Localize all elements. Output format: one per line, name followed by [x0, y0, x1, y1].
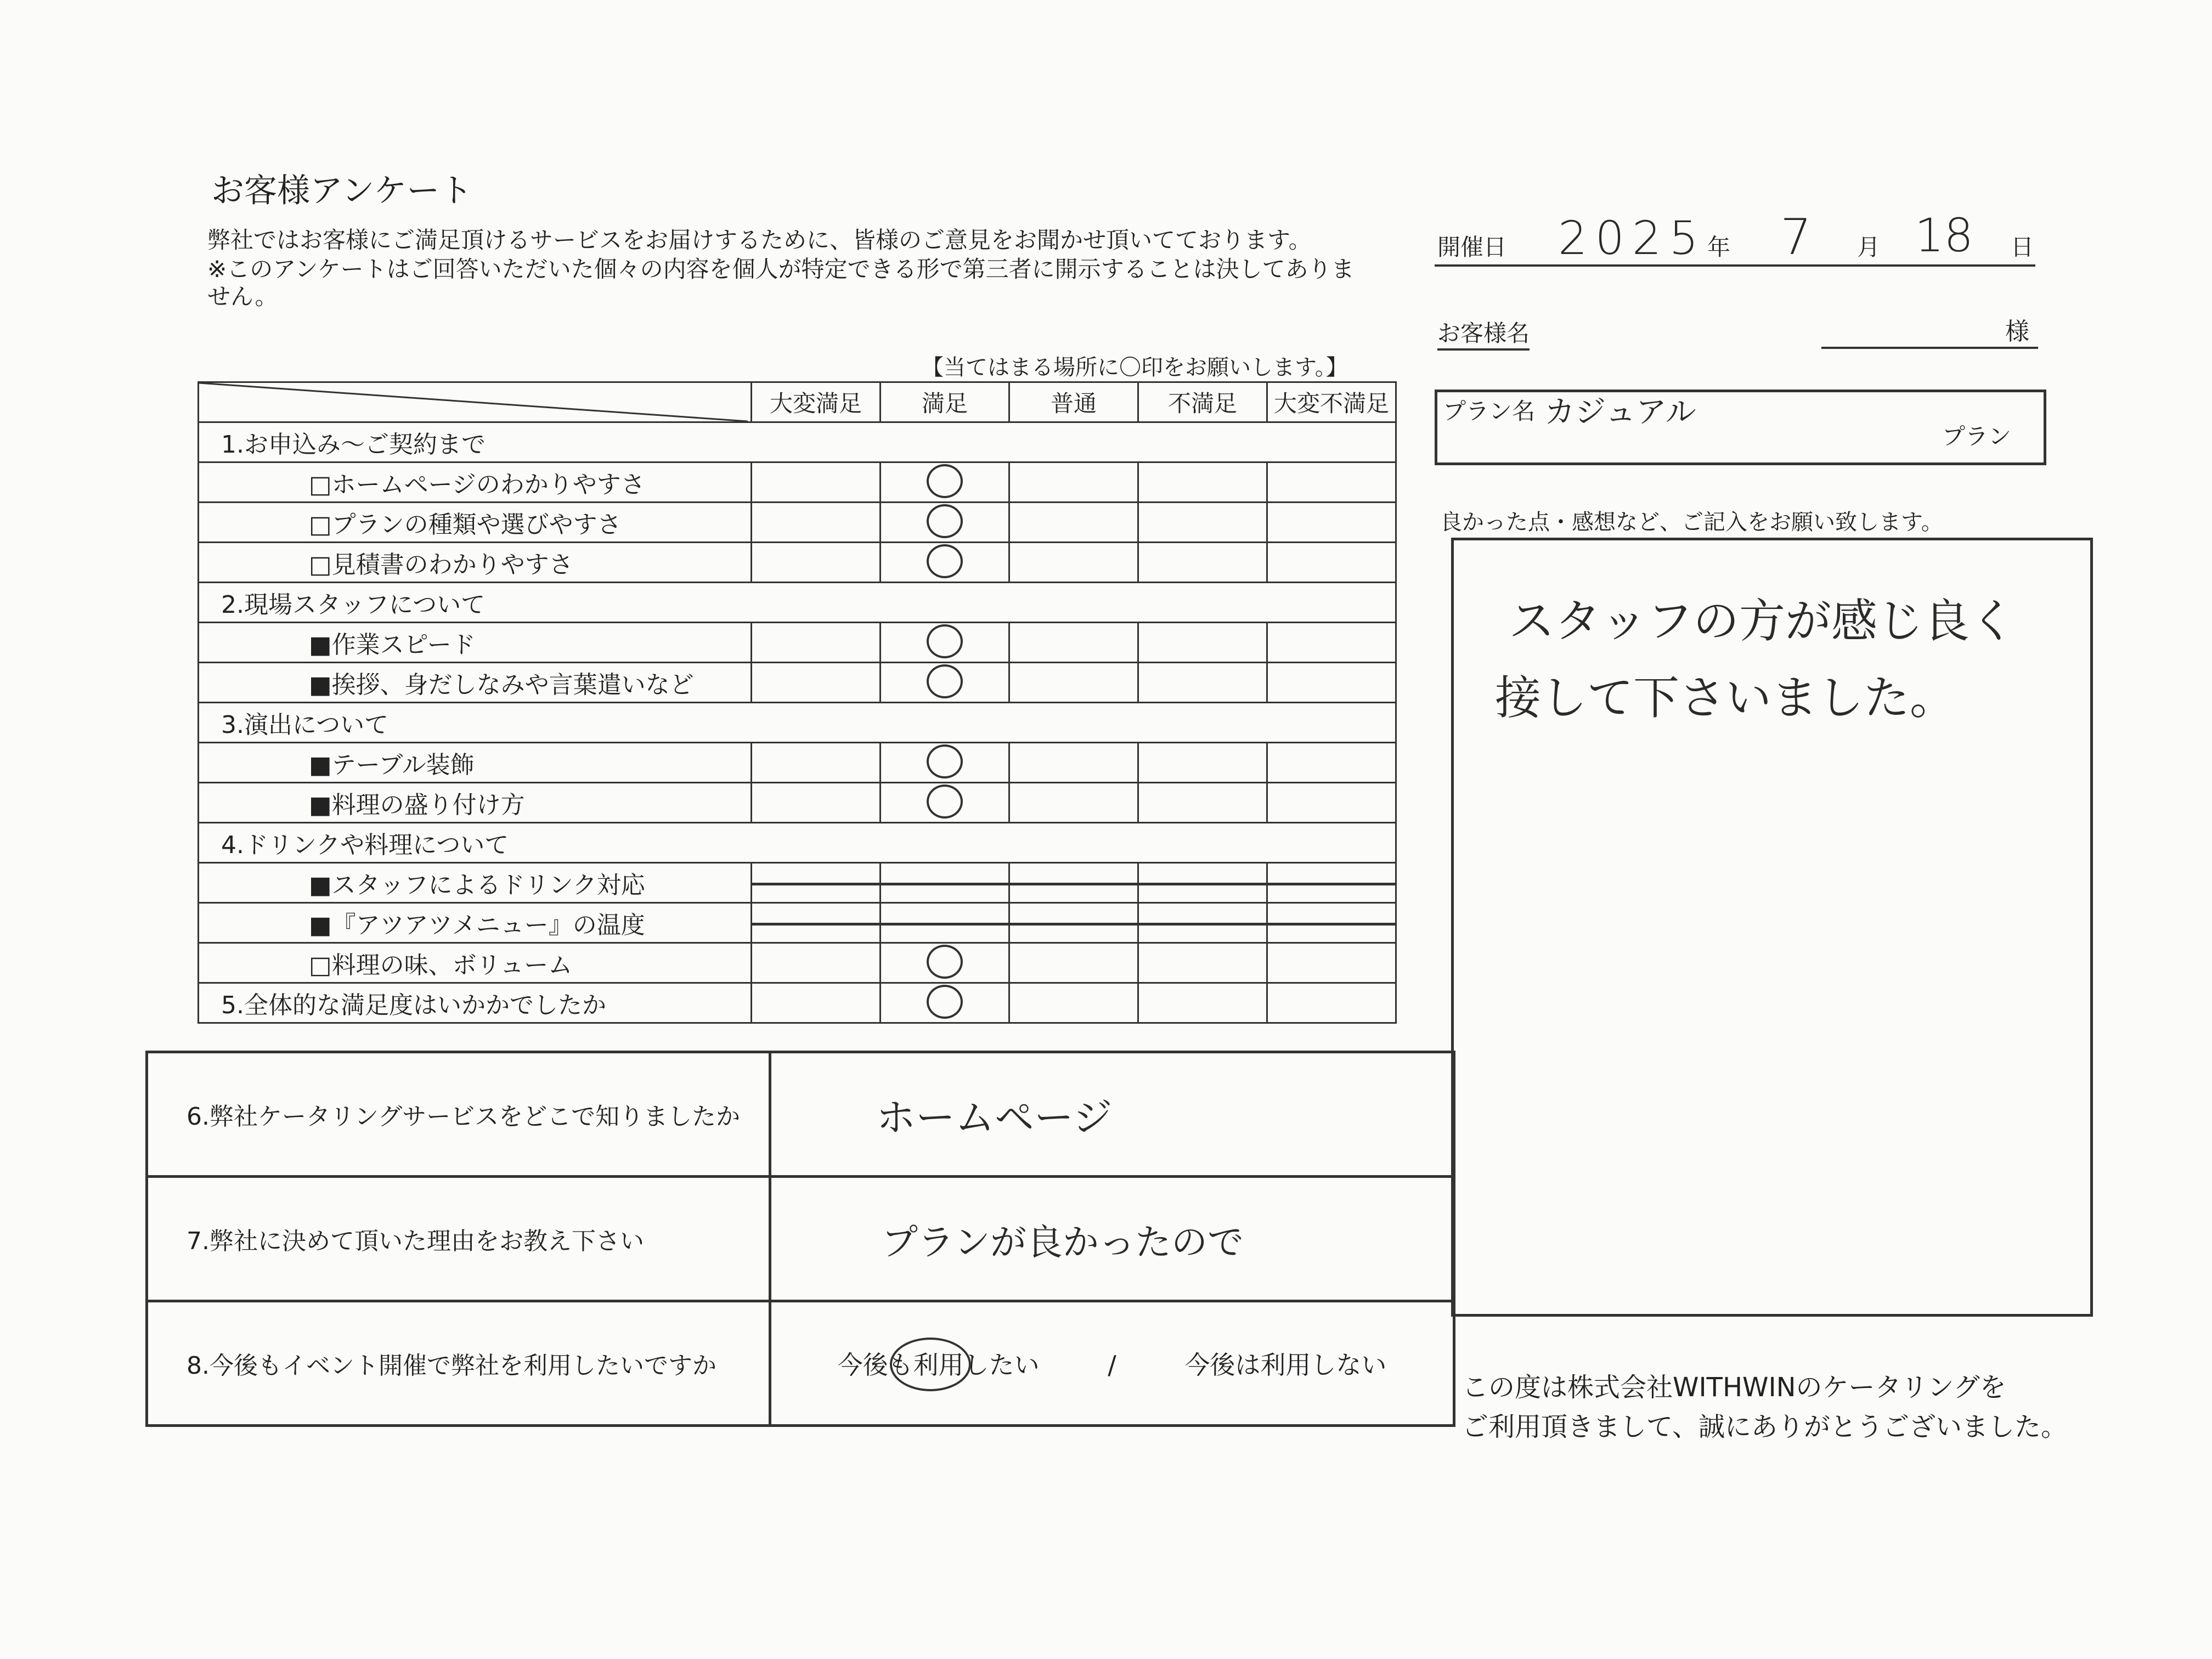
rating-cell[interactable]: [1138, 743, 1267, 783]
table-row: [199, 422, 1396, 462]
customer-name-field[interactable]: [1821, 347, 2038, 349]
question-label: 6.弊社ケータリングサービスをどこで知りましたか: [147, 1052, 770, 1177]
rating-cell[interactable]: [752, 503, 881, 543]
rating-cell[interactable]: [1267, 503, 1396, 543]
rating-cell[interactable]: [881, 623, 1009, 663]
rating-cell[interactable]: [1267, 543, 1396, 583]
item-label: □見積書のわかりやすさ: [199, 543, 752, 583]
rating-cell[interactable]: [1267, 623, 1396, 663]
table-row: [199, 703, 1396, 743]
rating-cell[interactable]: [752, 943, 881, 983]
rating-cell[interactable]: [1009, 783, 1138, 823]
rating-cell[interactable]: [881, 743, 1009, 783]
rating-cell[interactable]: [1138, 462, 1267, 503]
table-row: [199, 943, 1396, 983]
comments-box[interactable]: [1451, 538, 2093, 1317]
rating-cell[interactable]: [752, 623, 881, 663]
question-row: [147, 1177, 1454, 1301]
closing-line-2: ご利用頂きまして、誠にありがとうございました。: [1462, 1412, 2068, 1442]
table-row: [199, 863, 1396, 903]
table-row: [199, 462, 1396, 503]
strike-line: [880, 923, 1009, 926]
rating-cell[interactable]: [1138, 623, 1267, 663]
strike-line: [1009, 923, 1138, 926]
option-no[interactable]: 今後は利用しない: [1184, 1350, 1387, 1380]
item-label: □料理の味、ボリューム: [199, 943, 752, 983]
rating-cell[interactable]: [881, 503, 1009, 543]
handwritten-answer: ホームページ: [876, 1094, 1113, 1141]
rating-cell[interactable]: [1138, 663, 1267, 703]
comments-label: 良かった点・感想など、ご記入をお願い致します。: [1440, 510, 1943, 535]
strike-line: [1267, 923, 1396, 926]
rating-cell[interactable]: [1267, 663, 1396, 703]
rating-cell[interactable]: [1009, 983, 1138, 1023]
item-label: □プランの種類や選びやすさ: [199, 503, 752, 543]
rating-cell[interactable]: [752, 903, 881, 943]
rating-cell[interactable]: [881, 543, 1009, 583]
table-row: [199, 743, 1396, 783]
question-label: 8.今後もイベント開催で弊社を利用したいですか: [147, 1301, 770, 1426]
col-header: 不満足: [1138, 382, 1267, 422]
rating-cell[interactable]: [1267, 783, 1396, 823]
rating-cell[interactable]: [1009, 503, 1138, 543]
table-row: [199, 503, 1396, 543]
survey-title: お客様アンケート: [211, 172, 473, 210]
customer-label: お客様名: [1437, 315, 1530, 351]
col-header: 普通: [1009, 382, 1138, 422]
strike-line: [880, 883, 1009, 885]
circle-mark: [927, 464, 963, 498]
rating-cell[interactable]: [752, 863, 881, 903]
col-header: 大変不満足: [1267, 382, 1396, 422]
rating-cell[interactable]: [752, 743, 881, 783]
item-label: ■挨拶、身だしなみや言葉遣いなど: [199, 663, 752, 703]
option-yes[interactable]: [838, 1345, 1040, 1381]
rating-cell[interactable]: [752, 543, 881, 583]
item-label: ■『アツアツメニュー』の温度: [199, 903, 752, 943]
circle-mark: [927, 744, 963, 778]
rating-cell[interactable]: [1009, 462, 1138, 503]
intro-line-3: せん。: [207, 283, 278, 310]
table-row: [199, 583, 1396, 623]
strike-line: [1267, 883, 1396, 885]
date-label: 開催日: [1437, 234, 1507, 261]
circle-mark: [890, 1338, 971, 1391]
rating-cell[interactable]: [1009, 543, 1138, 583]
category-label: 4.ドリンクや料理について: [199, 823, 1396, 863]
rating-cell[interactable]: [1138, 943, 1267, 983]
rating-cell[interactable]: [1267, 903, 1396, 943]
circle-mark: [927, 664, 963, 698]
rating-cell[interactable]: [1267, 943, 1396, 983]
intro-line-2: ※このアンケートはご回答いただいた個々の内容を個人が特定できる形で第三者に開示することは決してありま: [207, 256, 1355, 283]
item-label: ■スタッフによるドリンク対応: [199, 863, 752, 903]
strike-line: [1138, 923, 1267, 926]
date-year-unit: 年: [1707, 234, 1731, 261]
comment-line-2: 接して下さいました。: [1495, 671, 1956, 725]
option-yes-label: 今後も利用したい: [837, 1350, 1040, 1380]
rating-cell[interactable]: [881, 863, 1009, 903]
rating-cell[interactable]: [1009, 903, 1138, 943]
circle-mark: [927, 945, 963, 979]
rating-cell[interactable]: [1267, 462, 1396, 503]
rating-cell[interactable]: [1267, 743, 1396, 783]
rating-cell[interactable]: [881, 983, 1009, 1023]
item-label: ■料理の盛り付け方: [199, 783, 752, 823]
circle-mark: [927, 544, 963, 578]
table-row: [199, 663, 1396, 703]
strike-line: [1009, 883, 1138, 885]
option-separator: /: [1108, 1350, 1116, 1380]
date-month-unit: 月: [1857, 234, 1881, 261]
plan-value[interactable]: カジュアル: [1544, 394, 1696, 430]
rating-cell[interactable]: [752, 983, 881, 1023]
rating-cell[interactable]: [1138, 863, 1267, 903]
strike-line: [751, 923, 881, 926]
table-row: [199, 823, 1396, 863]
question-label: 7.弊社に決めて頂いた理由をお教え下さい: [147, 1177, 770, 1301]
satisfaction-table: [198, 381, 1397, 1024]
closing-line-1: この度は株式会社WITHWINのケータリングを: [1462, 1372, 2006, 1403]
answer-field[interactable]: [770, 1301, 1454, 1426]
rating-cell[interactable]: [1267, 863, 1396, 903]
rating-cell[interactable]: [1138, 543, 1267, 583]
rating-cell[interactable]: [881, 462, 1009, 503]
rating-cell[interactable]: [1138, 903, 1267, 943]
rating-cell[interactable]: [1138, 783, 1267, 823]
strike-line: [751, 883, 881, 885]
category-label: 3.演出について: [199, 703, 1396, 743]
intro-line-1: 弊社ではお客様にご満足頂けるサービスをお届けするために、皆様のご意見をお聞かせ頂いてております。: [207, 227, 1312, 253]
date-day-unit: 日: [2011, 234, 2034, 261]
comment-line-1: スタッフの方が感じ良く: [1509, 594, 2016, 648]
date-month: 7: [1780, 208, 1812, 266]
rating-cell[interactable]: [1009, 623, 1138, 663]
question-row: [147, 1301, 1454, 1426]
date-underline: [1435, 264, 2035, 267]
customer-suffix: 様: [2005, 318, 2029, 346]
instruction-text: 【当てはまる場所に〇印をお願いします。】: [922, 355, 1348, 380]
rating-cell[interactable]: [1138, 983, 1267, 1023]
circle-mark: [927, 985, 963, 1019]
table-row: [199, 783, 1396, 823]
rating-cell[interactable]: [881, 943, 1009, 983]
rating-cell[interactable]: [1009, 663, 1138, 703]
strike-line: [1138, 883, 1267, 885]
rating-cell[interactable]: [1009, 863, 1138, 903]
rating-cell[interactable]: [752, 663, 881, 703]
item-label: □ホームページのわかりやすさ: [199, 462, 752, 503]
table-row: [199, 623, 1396, 663]
item-label: ■作業スピード: [199, 623, 752, 663]
rating-cell[interactable]: [1138, 503, 1267, 543]
table-row: [199, 983, 1396, 1023]
handwritten-answer: プランが良かったので: [882, 1221, 1244, 1263]
col-header: 満足: [881, 382, 1009, 422]
table-row: [199, 543, 1396, 583]
col-header: 大変満足: [752, 382, 881, 422]
rating-cell[interactable]: [1009, 943, 1138, 983]
answer-field[interactable]: [770, 1052, 1454, 1177]
header-diagonal-cell: [199, 382, 752, 422]
rating-cell[interactable]: [881, 783, 1009, 823]
plan-label: プラン名: [1443, 398, 1536, 425]
rating-cell[interactable]: [752, 462, 881, 503]
question-row: [147, 1052, 1454, 1177]
question-table: [145, 1051, 1455, 1427]
table-row: [199, 903, 1396, 943]
item-label: ■テーブル装飾: [199, 743, 752, 783]
category-label: 1.お申込み～ご契約まで: [199, 422, 1396, 462]
circle-mark: [927, 504, 963, 538]
category-label: 2.現場スタッフについて: [199, 583, 1396, 623]
date-year: 2025: [1558, 211, 1706, 265]
diagonal-line: [199, 383, 748, 421]
rating-cell[interactable]: [881, 663, 1009, 703]
rating-cell[interactable]: [881, 903, 1009, 943]
circle-mark: [927, 785, 963, 819]
plan-box: [1435, 390, 2046, 465]
plan-suffix: プラン: [1942, 423, 2012, 450]
date-day: 18: [1915, 208, 1973, 262]
rating-cell[interactable]: [1009, 743, 1138, 783]
table-header-row: [199, 382, 1396, 422]
rating-cell[interactable]: [1267, 983, 1396, 1023]
circle-mark: [927, 624, 963, 658]
rating-cell[interactable]: [752, 783, 881, 823]
answer-field[interactable]: [770, 1177, 1454, 1301]
category-label: 5.全体的な満足度はいかかでしたか: [199, 983, 752, 1023]
